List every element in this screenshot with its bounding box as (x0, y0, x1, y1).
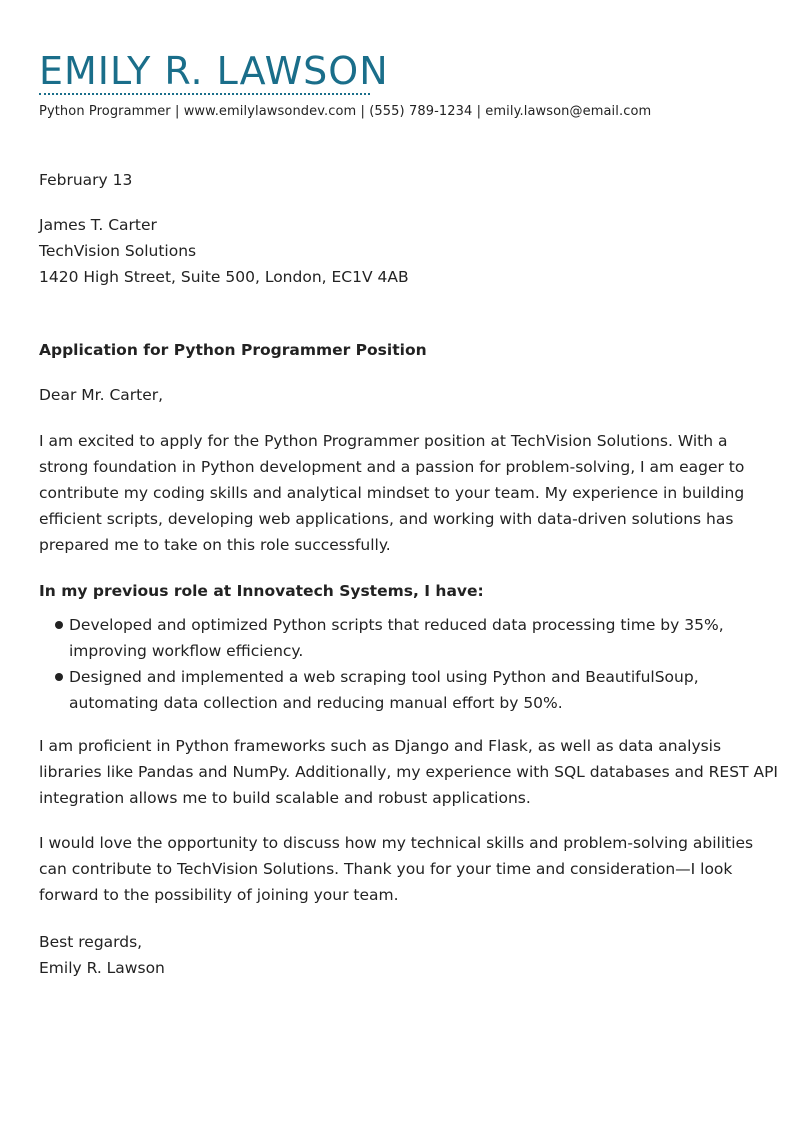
applicant-name: EMILY R. LAWSON (39, 49, 389, 93)
list-item (39, 612, 779, 664)
list-item (39, 664, 779, 716)
achievements-heading: In my previous role at Innovatech Systems, I have: (39, 582, 484, 600)
intro-paragraph: I am excited to apply for the Python Programmer position at TechVision Solutions. With a strong foundation in Python development and a passion for problem-solving, I am eager to contribute my coding skills and analytical mindset to your team. My experience in building efficient scripts, developing web applications, and working with data-driven solutions has prepared me to take on this role successfully. (39, 432, 745, 554)
closing-paragraph: I would love the opportunity to discuss how my technical skills and problem-solving abilities can contribute to TechVision Solutions. Thank you for your time and consideration—I look forward to the possibility of joining your team. (39, 834, 754, 904)
bullet-icon (55, 621, 63, 629)
letter-date: February 13 (39, 171, 133, 189)
recipient-company: TechVision Solutions (39, 242, 197, 260)
signature-name: Emily R. Lawson (39, 959, 165, 977)
recipient-address: 1420 High Street, Suite 500, London, EC1V 4AB (39, 268, 409, 286)
name-underline-divider (39, 93, 370, 95)
salutation: Dear Mr. Carter, (39, 386, 164, 404)
achievement-text: Developed and optimized Python scripts that reduced data processing time by 35%, improving workflow efficiency. (69, 616, 724, 660)
closing-phrase: Best regards, (39, 933, 143, 951)
recipient-name: James T. Carter (39, 216, 157, 234)
achievement-text: Designed and implemented a web scraping tool using Python and BeautifulSoup, automating data collection and reducing manual effort by 50%. (69, 668, 699, 712)
bullet-icon (55, 673, 63, 681)
skills-paragraph: I am proficient in Python frameworks such as Django and Flask, as well as data analysis libraries like Pandas and NumPy. Additionally, my experience with SQL databases and REST API integration allows me to build scalable and robust applications. (39, 737, 778, 807)
recipient-block (39, 212, 779, 290)
achievements-list (39, 612, 779, 716)
contact-line: Python Programmer | www.emilylawsondev.com | (555) 789-1234 | emily.lawson@email.com (39, 104, 652, 119)
letter-subject: Application for Python Programmer Position (39, 341, 427, 359)
